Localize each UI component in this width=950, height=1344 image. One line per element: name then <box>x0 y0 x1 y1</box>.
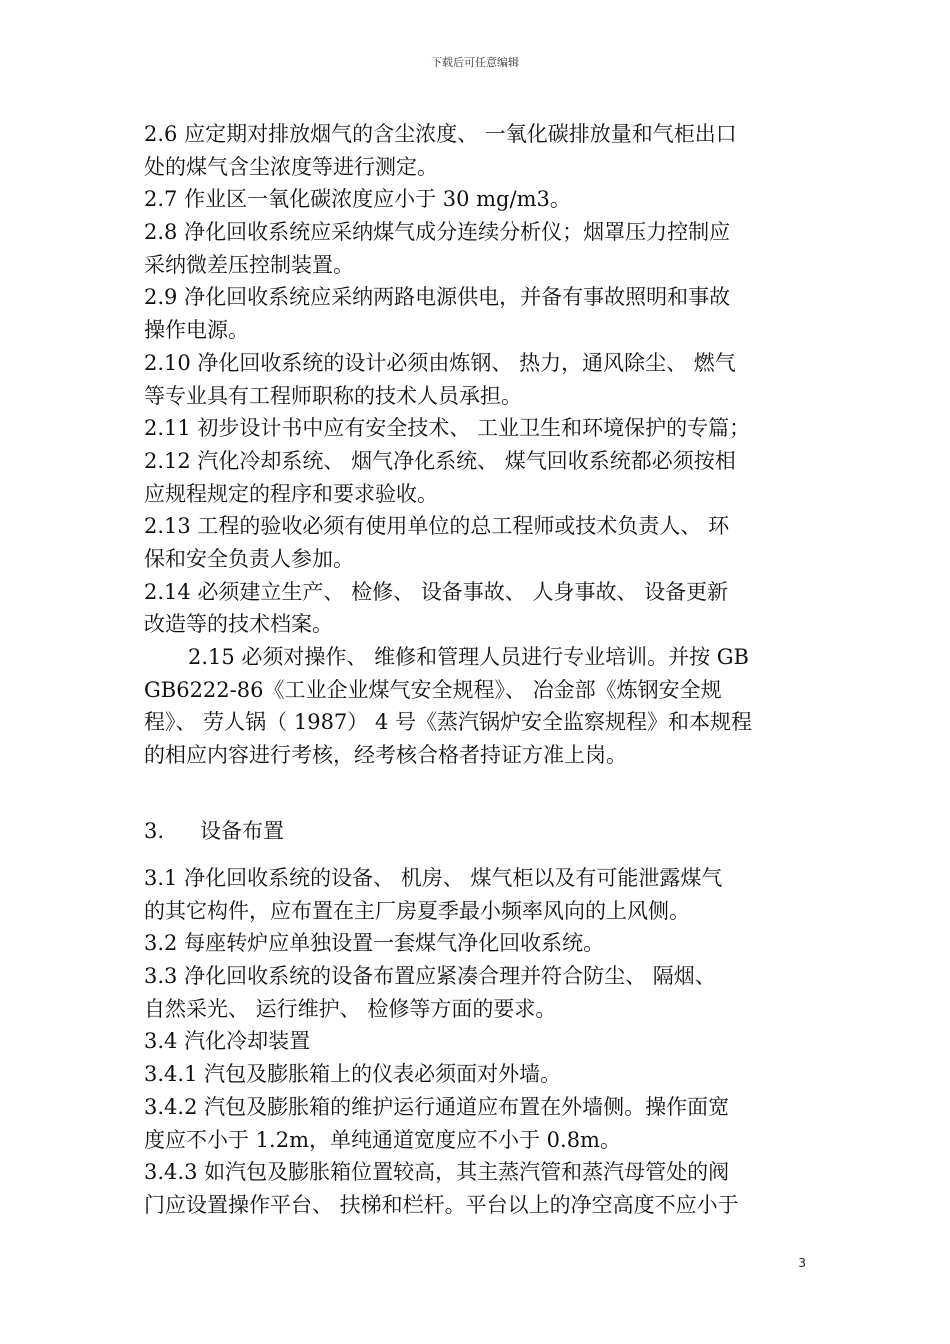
section-3-heading <box>144 815 284 847</box>
text-line: 3.4 汽化冷却装置 <box>144 1029 311 1054</box>
text-line: 3.3 净化回收系统的设备布置应紧凑合理并符合防尘、 隔烟、 <box>144 964 716 989</box>
text-line: 2.8 净化回收系统应采纳煤气成分连续分析仪；烟罩压力控制应 <box>144 220 731 245</box>
text-line: 改造等的技术档案。 <box>144 612 333 637</box>
section-3-body <box>144 862 812 1222</box>
text-line: 2.7 作业区一氧化碳浓度应小于 30 mg/m3。 <box>144 187 571 212</box>
text-line: 3.1 净化回收系统的设备、 机房、 煤气柜以及有可能泄露煤气 <box>144 866 723 890</box>
text-line: GB6222-86《工业企业煤气安全规程》、 冶金部《炼钢安全规 <box>144 677 722 702</box>
text-line: 2.12 汽化冷却系统、 烟气净化系统、 煤气回收系统都必须按相 <box>144 448 736 473</box>
section-title: 设备布置 <box>200 819 284 843</box>
text-line: 的其它构件，应布置在主厂房夏季最小频率风向的上风侧。 <box>144 898 690 923</box>
text-line: 3.4.1 汽包及膨胀箱上的仪表必须面对外墙。 <box>144 1062 562 1087</box>
text-line: 2.11 初步设计书中应有安全技术、 工业卫生和环境保护的专篇； <box>144 416 751 441</box>
text-line: 2.14 必须建立生产、 检修、 设备事故、 人身事故、 设备更新 <box>144 579 729 604</box>
text-line: 3.2 每座转炉应单独设置一套煤气净化回收系统。 <box>144 931 605 956</box>
text-line: 采纳微差压控制装置。 <box>144 252 354 277</box>
text-line: 等专业具有工程师职称的技术人员承担。 <box>144 383 522 408</box>
page-number: 3 <box>798 1256 806 1270</box>
text-line: 3.4.3 如汽包及膨胀箱位置较高，其主蒸汽管和蒸汽母管处的阀 <box>144 1160 730 1185</box>
section-number: 3. <box>144 819 165 843</box>
text-line: 2.10 净化回收系统的设计必须由炼钢、 热力，通风除尘、 燃气 <box>144 350 736 375</box>
text-line: 门应设置操作平台、 扶梯和栏杆。平台以上的净空高度不应小于 <box>144 1192 739 1217</box>
text-line: 保和安全负责人参加。 <box>144 546 354 571</box>
text-line: 2.6 应定期对排放烟气的含尘浓度、 一氧化碳排放量和气柜出口 <box>144 122 737 146</box>
text-line: 2.15 必须对操作、 维修和管理人员进行专业培训。并按 GB <box>188 645 749 669</box>
section-2-body <box>144 118 812 772</box>
text-line: 程》、 劳人锅（ 1987） 4 号《蒸汽锅炉安全监察规程》和本规程 <box>144 710 753 735</box>
text-line: 的相应内容进行考核，经考核合格者持证方准上岗。 <box>144 743 627 768</box>
text-line: 自然采光、 运行维护、 检修等方面的要求。 <box>144 996 557 1021</box>
text-line: 3.4.2 汽包及膨胀箱的维护运行通道应布置在外墙侧。操作面宽 <box>144 1094 730 1119</box>
text-line: 处的煤气含尘浓度等进行测定。 <box>144 154 438 179</box>
text-line: 度应不小于 1.2m，单纯通道宽度应不小于 0.8m。 <box>144 1127 621 1152</box>
text-line: 操作电源。 <box>144 318 249 343</box>
text-line: 2.13 工程的验收必须有使用单位的总工程师或技术负责人、 环 <box>144 514 730 539</box>
text-line: 2.9 净化回收系统应采纳两路电源供电，并备有事故照明和事故 <box>144 285 731 310</box>
text-line: 应规程规定的程序和要求验收。 <box>144 481 438 506</box>
download-note: 下载后可任意编辑 <box>431 56 519 69</box>
